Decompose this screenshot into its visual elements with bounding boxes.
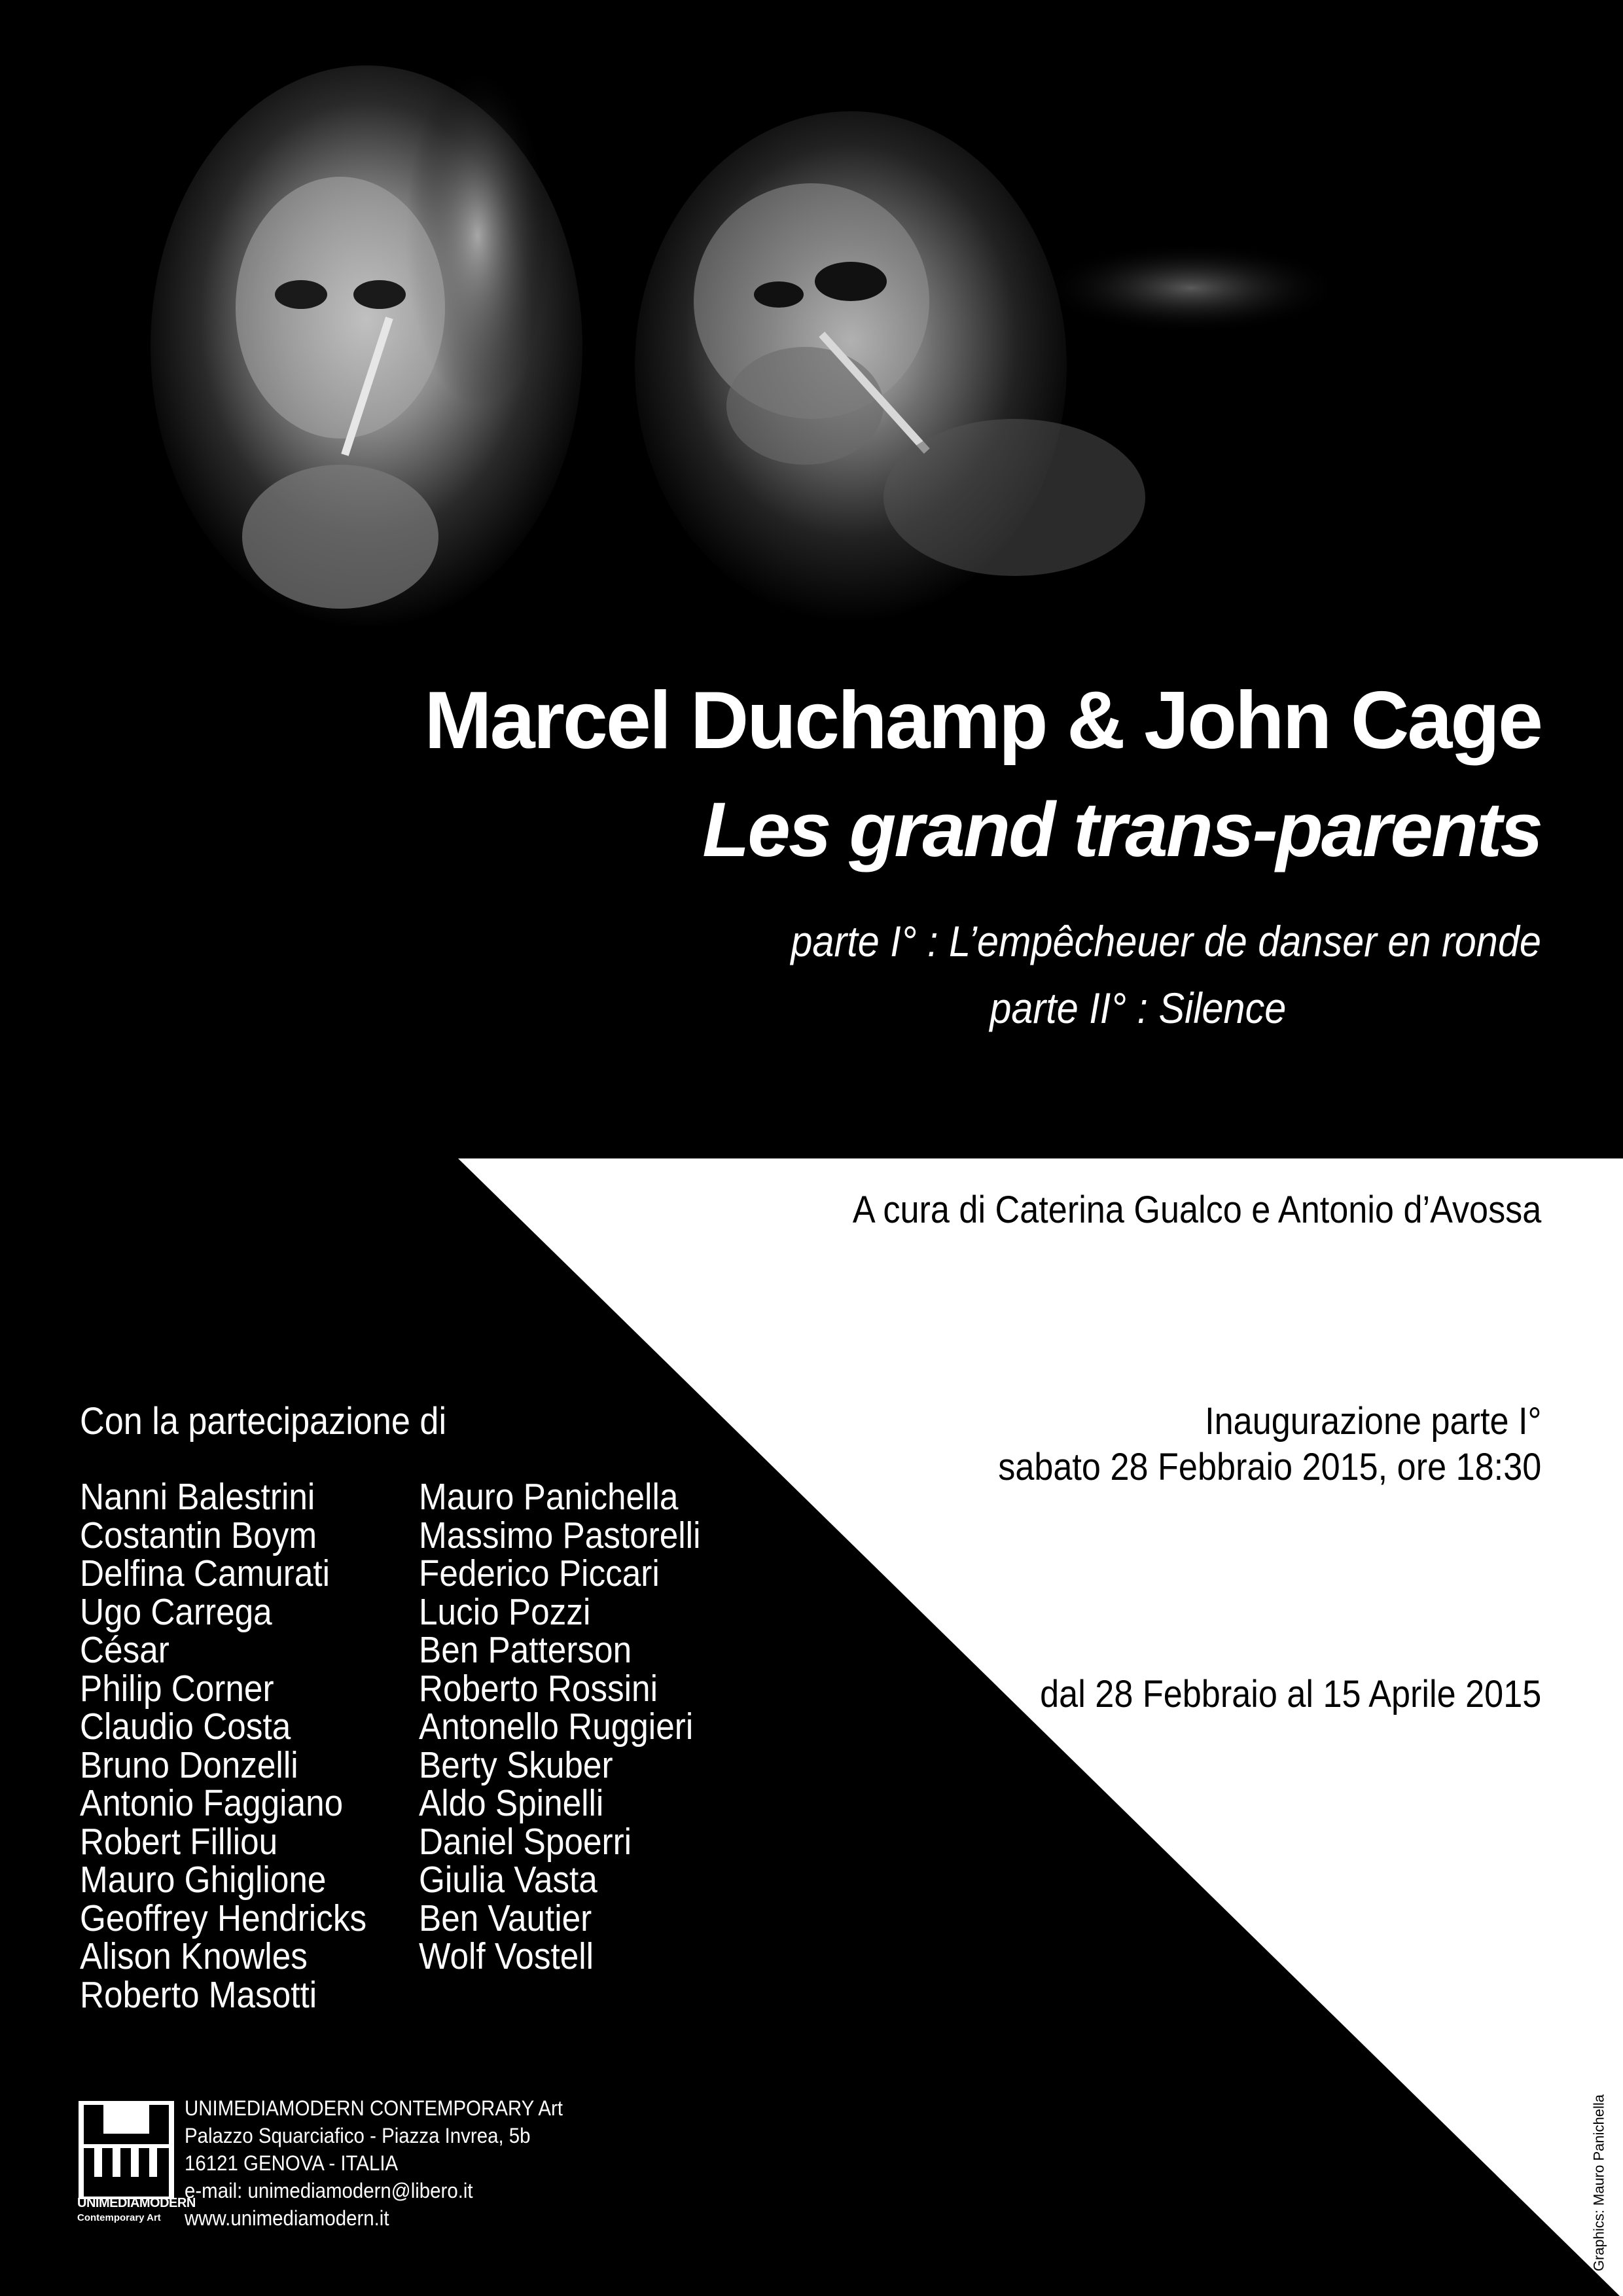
artist-name: Costantin Boym xyxy=(80,1514,317,1556)
artist-name: Roberto Masotti xyxy=(80,1973,317,2016)
artist-name: Daniel Spoerri xyxy=(419,1820,632,1863)
artist-name: Delfina Camurati xyxy=(80,1552,330,1594)
part-one-title: parte I° : L’empêcheuer de danser en ronde xyxy=(791,917,1541,965)
inauguration-label: Inaugurazione parte I° xyxy=(1204,1400,1541,1443)
gallery-address xyxy=(185,2094,596,2232)
portrait-duchamp-photo xyxy=(151,65,582,628)
participants-heading: Con la partecipazione di xyxy=(80,1400,447,1443)
logo-tagline: Contemporary Art xyxy=(77,2212,161,2223)
artist-name: Ugo Carrega xyxy=(80,1590,272,1633)
title-main: Marcel Duchamp & John Cage xyxy=(424,675,1541,766)
gallery-website: www.unimediamodern.it xyxy=(185,2206,389,2230)
artist-name: Massimo Pastorelli xyxy=(419,1514,701,1556)
artist-name: Geoffrey Hendricks xyxy=(80,1897,367,1939)
artist-name: Roberto Rossini xyxy=(419,1667,658,1710)
part-two-title: parte II° : Silence xyxy=(990,984,1286,1032)
artist-name: Antonello Ruggieri xyxy=(419,1706,694,1748)
curators-line: A cura di Caterina Gualco e Antonio d’Avossa xyxy=(852,1189,1541,1231)
gallery-email: e-mail: unimediamodern@libero.it xyxy=(185,2179,473,2202)
exhibition-period: dal 28 Febbraio al 15 Aprile 2015 xyxy=(1039,1673,1541,1715)
logo-wordmark: UNIMEDIAMODERN xyxy=(77,2196,196,2210)
artist-name: Mauro Panichella xyxy=(419,1476,679,1518)
gallery-name: UNIMEDIAMODERN CONTEMPORARY Art xyxy=(185,2096,563,2120)
artist-name: Mauro Ghiglione xyxy=(80,1859,327,1901)
artist-name: Aldo Spinelli xyxy=(419,1782,604,1824)
participants-column-right xyxy=(419,1478,732,1976)
artist-name: Giulia Vasta xyxy=(419,1859,597,1901)
artist-name: Ben Patterson xyxy=(419,1629,632,1671)
title-sub: Les grand trans-parents xyxy=(702,787,1541,873)
artist-name: Antonio Faggiano xyxy=(80,1782,344,1824)
artist-name: Philip Corner xyxy=(80,1667,274,1710)
artist-name: Berty Skuber xyxy=(419,1744,613,1786)
inauguration-date: sabato 28 Febbraio 2015, ore 18:30 xyxy=(997,1446,1541,1488)
artist-name: Robert Filliou xyxy=(80,1820,278,1863)
artist-name: Ben Vautier xyxy=(419,1897,592,1939)
artist-name: Alison Knowles xyxy=(80,1935,308,1977)
artist-name: Wolf Vostell xyxy=(419,1935,594,1977)
artist-name: Lucio Pozzi xyxy=(419,1590,591,1633)
artist-name: Nanni Balestrini xyxy=(80,1476,315,1518)
artist-name: Federico Piccari xyxy=(419,1552,660,1594)
artist-name: César xyxy=(80,1629,169,1671)
gallery-address-line1: Palazzo Squarciafico - Piazza Invrea, 5b xyxy=(185,2124,531,2147)
gallery-address-line2: 16121 GENOVA - ITALIA xyxy=(185,2151,399,2175)
artist-name: Claudio Costa xyxy=(80,1706,291,1748)
graphics-credit: Graphics: Mauro Panichella xyxy=(1590,2094,1607,2272)
participants-column-left xyxy=(80,1478,399,2014)
artist-name: Bruno Donzelli xyxy=(80,1744,298,1786)
umm-logo-icon xyxy=(77,2100,175,2231)
